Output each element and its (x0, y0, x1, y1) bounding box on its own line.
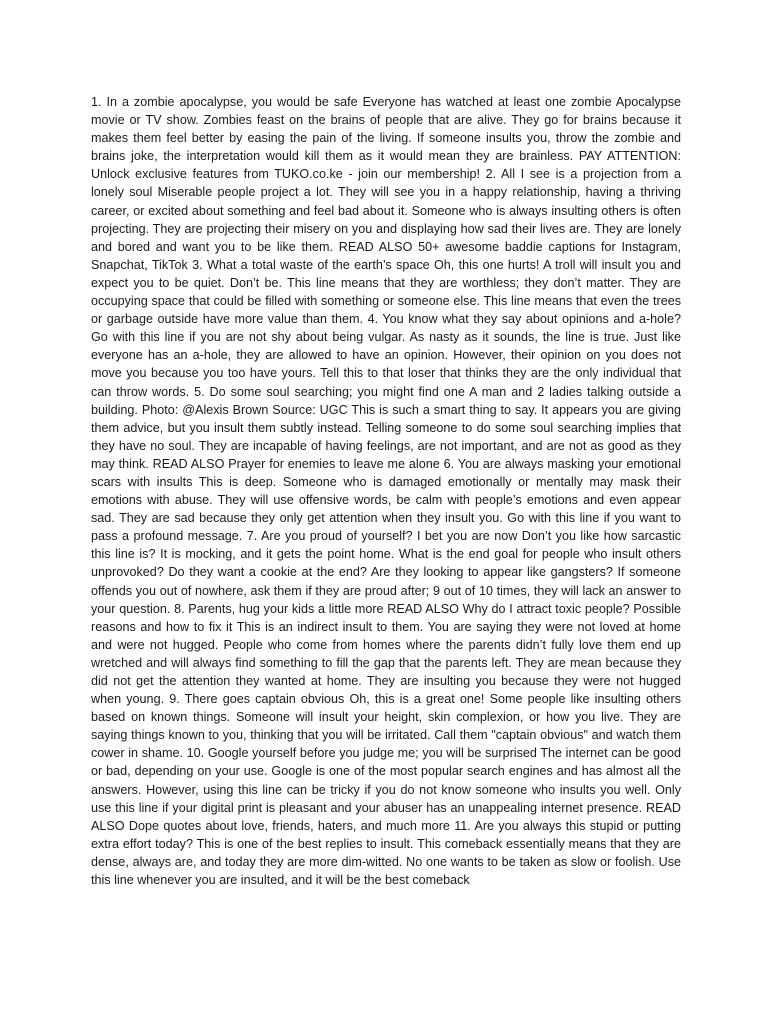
body-paragraph: 1. In a zombie apocalypse, you would be safe Everyone has watched at least one zombie Apocalypse movie or TV show. Zombies feast on the brains of people that are alive. They go for brains because it makes them feel better by easing the pain of the living. If someone insults you, throw the zombie and brains joke, the interpretation would kill them as it would mean they are brainless. PAY ATTENTION: Unlock exclusive features from TUKO.co.ke - join our membership! 2. All I see is a projection from a lonely soul Miserable people project a lot. They will see you in a happy relationship, having a thriving career, or excited about something and feel bad about it. Someone who is always insulting others is often projecting. They are projecting their misery on you and displaying how sad their lives are. They are lonely and bored and want you to be like them. READ ALSO 50+ awesome baddie captions for Instagram, Snapchat, TikTok 3. What a total waste of the earth’s space Oh, this one hurts! A troll will insult you and expect you to be quiet. Don’t be. This line means that they are worthless; they don’t matter. They are occupying space that could be filled with something or someone else. This line means that even the trees or garbage outside have more value than them. 4. You know what they say about opinions and a-hole? Go with this line if you are not shy about being vulgar. As nasty as it sounds, the line is true. Just like everyone has an a-hole, they are allowed to have an opinion. However, their opinion on you does not move you because you too have yours. Tell this to that loser that thinks they are the only individual that can throw words. 5. Do some soul searching; you might find one A man and 2 ladies talking outside a building. Photo: @Alexis Brown Source: UGC This is such a smart thing to say. It appears you are giving them advice, but you insult them subtly instead. Telling someone to do some soul searching implies that they have no soul. They are incapable of having feelings, are not important, and are not as good as they may think. READ ALSO Prayer for enemies to leave me alone 6. You are always masking your emotional scars with insults This is deep. Someone who is damaged emotionally or mentally may mask their emotions with abuse. They will use offensive words, be calm with people’s emotions and even appear sad. They are sad because they only get attention when they insult you. Go with this line if you want to pass a profound message. 7. Are you proud of yourself? I bet you are now Don’t you like how sarcastic this line is? It is mocking, and it gets the point home. What is the end goal for people who insult others unprovoked? Do they want a cookie at the end? Are they looking to appear like gangsters? If someone offends you out of nowhere, ask them if they are proud after; 9 out of 10 times, they will lack an answer to your question. 8. Parents, hug your kids a little more READ ALSO Why do I attract toxic people? Possible reasons and how to fix it This is an indirect insult to them. You are saying they were not loved at home and were not hugged. People who come from homes where the parents didn’t fully love them end up wretched and will always find something to fill the gap that the parents left. They are mean because they did not get the attention they wanted at home. They are insulting you because they were not hugged when young. 9. There goes captain obvious Oh, this is a great one! Some people like insulting others based on known things. Someone will insult your height, skin complexion, or how you live. They are saying things known to you, thinking that you will be irritated. Call them "captain obvious" and watch them cower in shame. 10. Google yourself before you judge me; you will be surprised The internet can be good or bad, depending on your use. Google is one of the most popular search engines and has almost all the answers. However, using this line can be tricky if you do not know someone who insults you well. Only use this line if your digital print is pleasant and your abuser has an unappealing internet presence. READ ALSO Dope quotes about love, friends, haters, and much more 11. Are you always this stupid or putting extra effort today? This is one of the best replies to insult. This comeback essentially means that they are dense, always are, and today they are more dim-witted. No one wants to be taken as slow or foolish. Use this line whenever you are insulted, and it will be the best comeback (91, 95, 681, 888)
